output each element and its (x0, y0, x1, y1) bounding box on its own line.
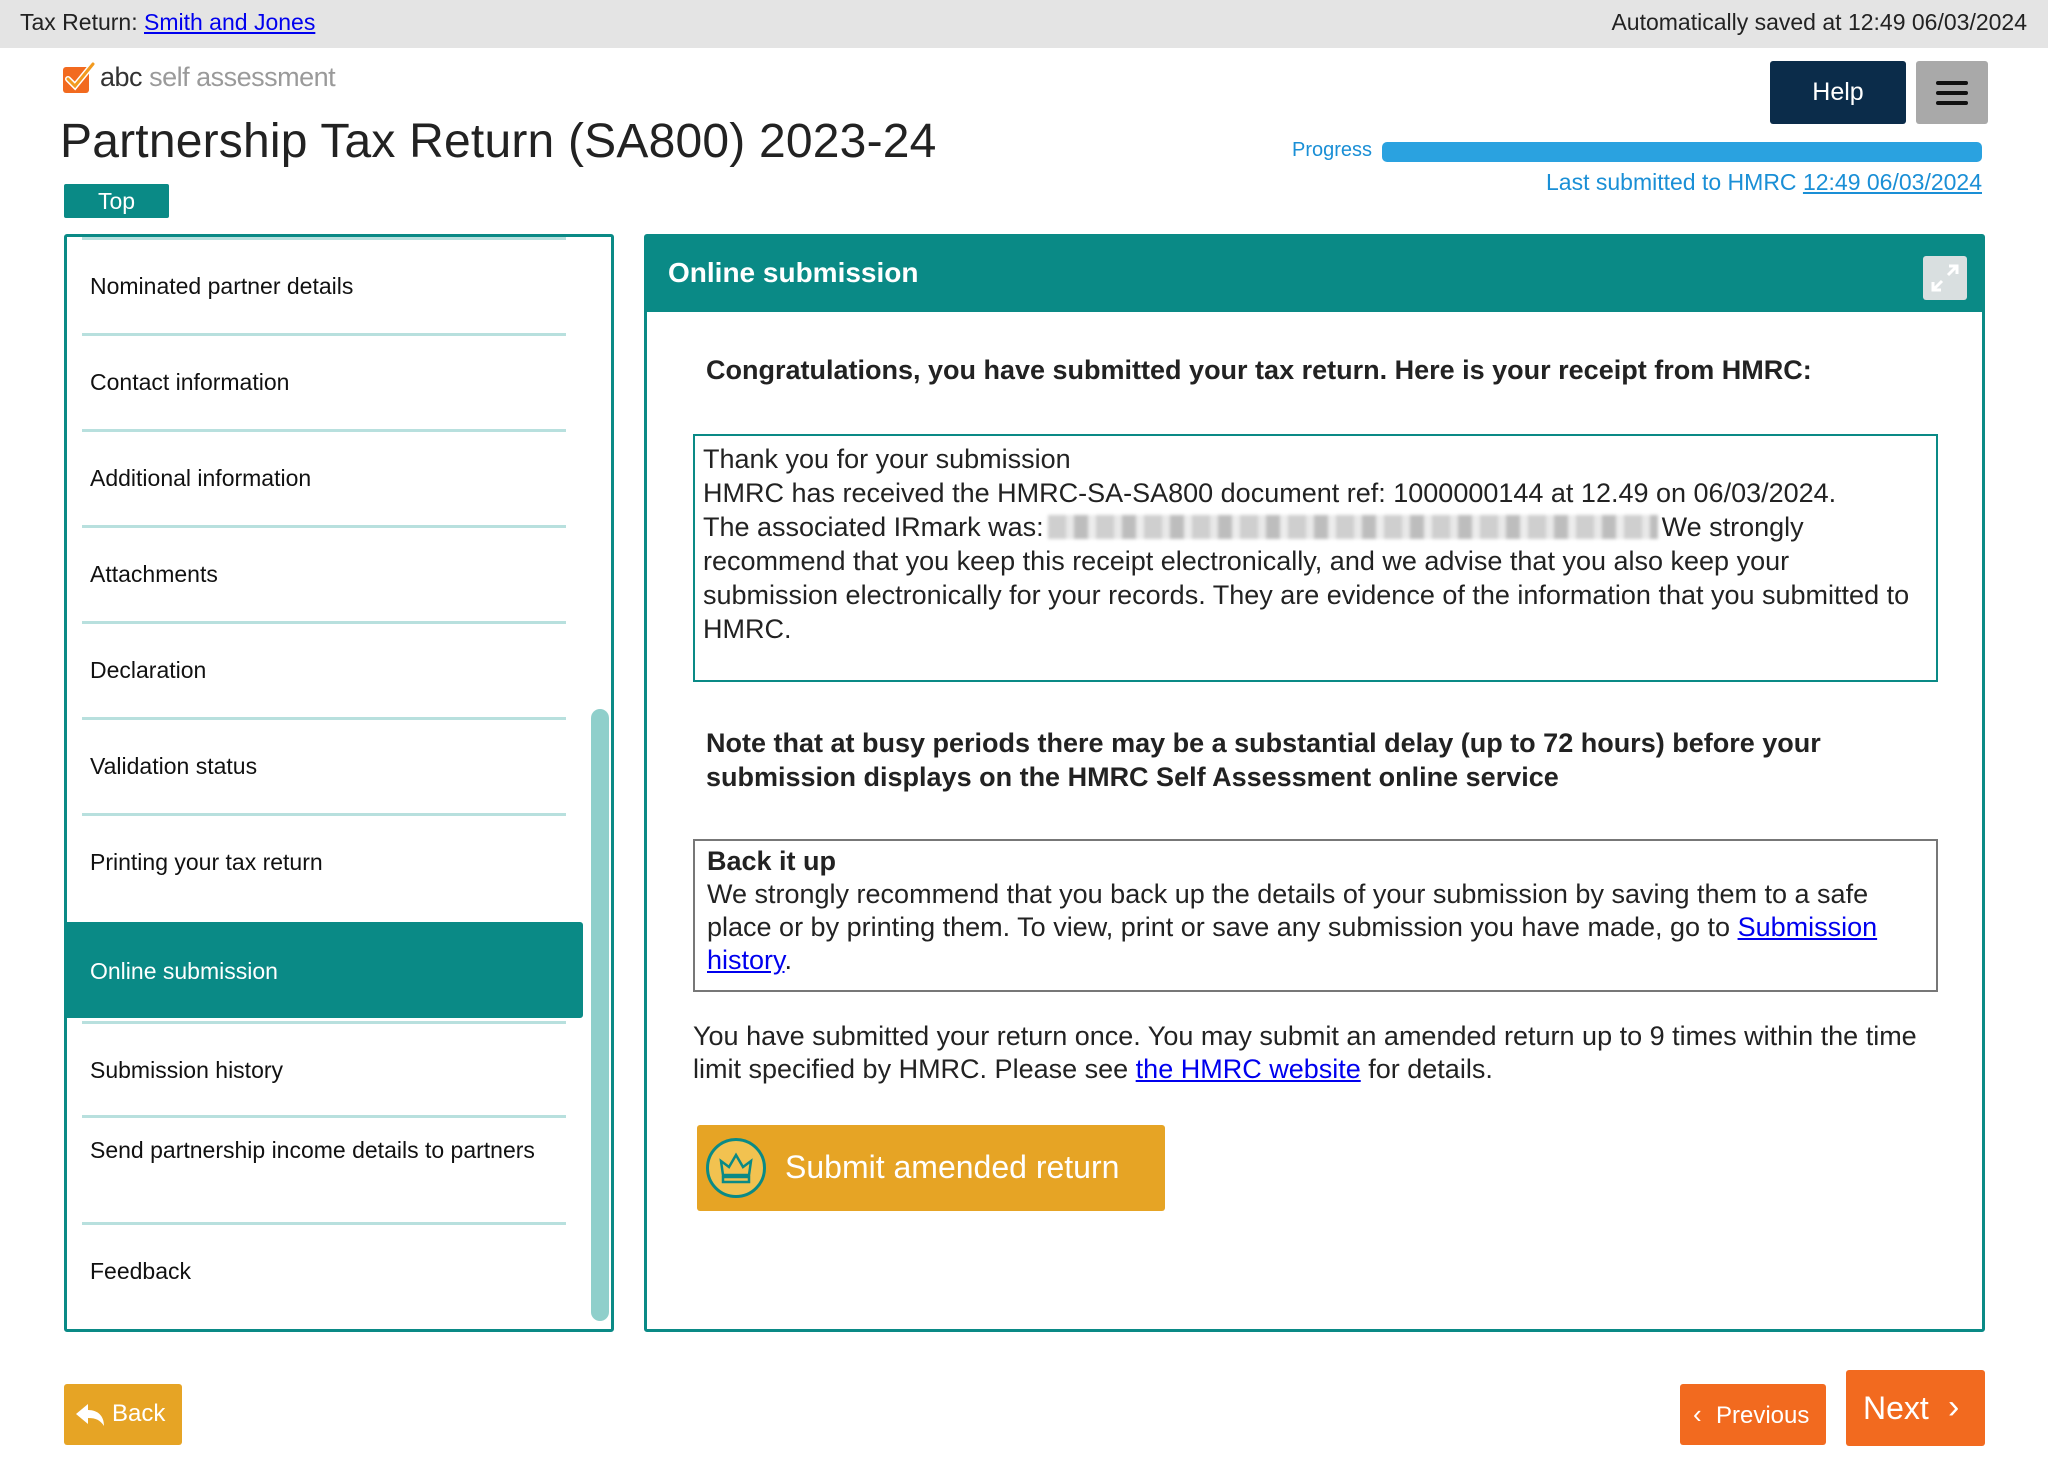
checkmark-logo-icon (63, 61, 95, 93)
next-button[interactable]: Next › (1846, 1370, 1985, 1446)
sidebar-item-label: Declaration (90, 657, 207, 683)
submission-history-link[interactable]: Submission history (707, 912, 1878, 975)
chevron-left-icon: ‹ (1693, 1399, 1702, 1429)
sidebar-separator (82, 429, 566, 432)
sidebar-separator (82, 621, 566, 624)
redacted-irmark (1048, 515, 1658, 539)
sidebar-item-submission-history[interactable] (67, 1021, 583, 1117)
last-submitted: Last submitted to HMRC 12:49 06/03/2024 (1546, 169, 1982, 195)
sidebar-item-additional-information[interactable] (67, 429, 583, 525)
sidebar-item-label: Contact information (90, 369, 290, 395)
client-label (20, 9, 315, 36)
sidebar-item-label: Printing your tax return (90, 849, 323, 875)
expand-icon (1923, 256, 1967, 300)
receipt-line-1: Thank you for your submission (703, 444, 1071, 474)
chevron-right-icon: › (1948, 1388, 1960, 1426)
top-bar (0, 0, 2048, 48)
sidebar-separator (82, 1115, 566, 1118)
client-link[interactable]: Smith and Jones (144, 9, 316, 35)
tax-return-label: Tax Return: (20, 9, 138, 35)
backup-text: We strongly recommend that you back up the details of your submission by saving them to a safe place or by printing them. To view, print or save any submission you have made, go to Submission history. (707, 879, 1878, 975)
sidebar-separator (82, 237, 566, 240)
backup-notice (693, 839, 1938, 992)
sidebar-item-label: Additional information (90, 465, 312, 491)
receipt-irmark: The associated IRmark was: We strongly recommend that you keep this receipt electronically, and we advise that you also keep your submission electronically for your records. They are evidence of the information that you submitted to HMRC. (703, 512, 1910, 644)
sidebar-item-nominated-partner-details[interactable] (67, 237, 583, 333)
autosave-status: Automatically saved at 12:49 06/03/2024 (1611, 9, 2027, 35)
progress-fill (1384, 144, 1980, 160)
sidebar-item-label: Submission history (90, 1057, 284, 1083)
sidebar-item-label: Feedback (90, 1258, 192, 1284)
sidebar-item-contact-information[interactable] (67, 333, 583, 429)
amendment-info: You have submitted your return once. You may submit an amended return up to 9 times within the time limit specified by HMRC. Please see the HMRC website for details. (693, 1021, 1917, 1084)
submit-amended-return-label: Submit amended return (785, 1149, 1120, 1185)
sidebar-separator (82, 717, 566, 720)
sidebar-separator (82, 1021, 566, 1024)
sidebar-separator (82, 333, 566, 336)
online-submission-panel (644, 234, 1985, 1332)
top-button[interactable]: Top (64, 184, 169, 218)
sidebar-item-label: Online submission (90, 958, 278, 984)
sidebar-item-declaration[interactable] (67, 621, 583, 717)
congratulations-message: Congratulations, you have submitted your tax return. Here is your receipt from HMRC: (706, 355, 1812, 385)
sidebar-separator (82, 813, 566, 816)
sidebar-item-send-partnership-income-details-to-partners[interactable] (67, 1115, 583, 1211)
sidebar-item-label: Nominated partner details (90, 273, 354, 299)
sidebar-item-feedback[interactable] (67, 1222, 583, 1318)
delay-note: Note that at busy periods there may be a substantial delay (up to 72 hours) before your submission displays on the HMRC Self Assessment online service (706, 728, 1821, 792)
sidebar-item-attachments[interactable] (67, 525, 583, 621)
back-arrow-icon (74, 1400, 106, 1428)
backup-title: Back it up (707, 846, 837, 876)
submit-amended-return-button[interactable] (697, 1125, 1165, 1211)
hmrc-website-link[interactable]: the HMRC website (1135, 1054, 1361, 1084)
last-submitted-link[interactable]: 12:49 06/03/2024 (1802, 169, 1982, 195)
sidebar-item-label: Attachments (90, 561, 218, 587)
sidebar-item-online-submission[interactable] (67, 922, 583, 1018)
page-title: Partnership Tax Return (SA800) 2023-24 (60, 115, 937, 168)
previous-button[interactable]: ‹ Previous (1680, 1384, 1826, 1445)
sidebar-item-label: Validation status (90, 753, 258, 779)
sidebar-separator (82, 525, 566, 528)
sidebar-item-label: Send partnership income details to partners (90, 1137, 535, 1163)
receipt-line-2: HMRC has received the HMRC-SA-SA800 document ref: 1000000144 at 12.49 on 06/03/2024. (703, 478, 1837, 508)
panel-title: Online submission (668, 257, 919, 288)
sidebar-item-validation-status[interactable] (67, 717, 583, 813)
hmrc-receipt-box (693, 434, 1938, 682)
panel-header (647, 237, 1982, 312)
help-button[interactable]: Help (1770, 61, 1906, 124)
crown-crest-icon (706, 1138, 766, 1198)
sidebar-scrollbar[interactable] (591, 709, 609, 1321)
sidebar-item-printing-your-tax-return[interactable] (67, 813, 583, 909)
logo (63, 61, 335, 93)
logo-text: abc self assessment (100, 61, 336, 92)
progress-bar (1382, 142, 1982, 162)
hamburger-menu-button[interactable] (1916, 61, 1988, 124)
section-nav-sidebar (64, 234, 614, 1332)
expand-button[interactable] (1923, 256, 1967, 300)
back-button[interactable]: Back (64, 1384, 182, 1445)
progress-label: Progress (1292, 139, 1373, 161)
sidebar-separator (82, 1222, 566, 1225)
